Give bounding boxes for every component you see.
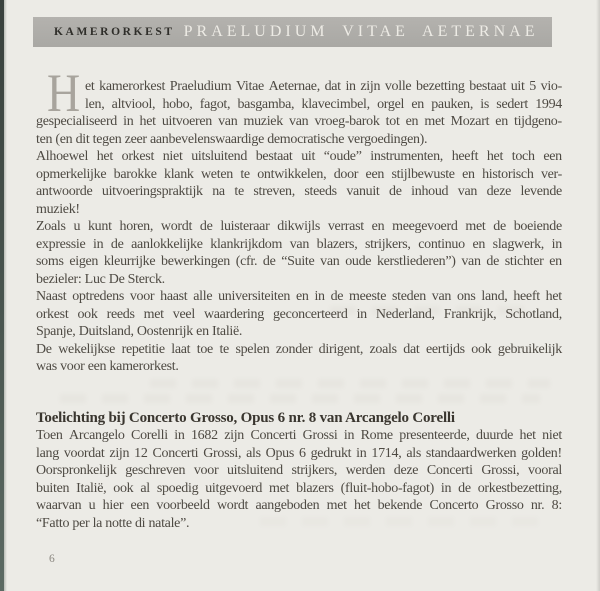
section-heading: Toelichting bij Concerto Grosso, Opus 6 nr. 8 van Arcangelo Corelli (36, 409, 455, 426)
text-line: muziek! (36, 201, 80, 217)
text-line: opmerkelijke barokke klank weten te ontwikkelen, door een stijlbewuste en historisch ver- (36, 166, 562, 182)
text-line: Oorspronkelijk geschreven voor uitsluitend strijkers, werden deze Concerti Grossi, vooral (36, 463, 562, 478)
text-line: Naast optredens voor haast alle universiteiten en in de meeste steden van ons land, heeft het (36, 289, 562, 304)
text-line: et kamerorkest Praeludium Vitae Aeternae, dat in zijn volle bezetting bestaat uit 5 vio- (85, 79, 562, 94)
scan-left-edge-shadow (4, 0, 7, 591)
text-line: gespecialiseerd in het uitvoeren van muziek van vroeg-barok tot en met Mozart en tijdgeno- (36, 114, 562, 129)
text-line: Alhoewel het orkest niet uitsluitend bestaat uit “oude” instrumenten, heeft het toch een (36, 149, 562, 164)
page-number: 6 (49, 553, 55, 565)
orchestra-name-title: PRAELUDIUM VITAE AETERNAE (183, 23, 539, 40)
text-line: orkest ook reeds met veel waardering geconcerteerd in Nederland, Frankrijk, Schotland, (36, 306, 562, 322)
text-line: De wekelijkse repetitie laat toe te spelen zonder dirigent, zoals dat eertijds ook gebruikelijk (36, 341, 562, 357)
text-line: Toen Arcangelo Corelli in 1682 zijn Concerti Grossi in Rome presenteerde, duurde het niet (36, 428, 562, 443)
orchestra-type-label: KAMERORKEST (54, 26, 175, 38)
text-line: expressie in de aanlokkelijke klankrijkdom van blazers, strijkers, continuo en slagwerk, in (36, 236, 562, 252)
text-line: Spanje, Duitsland, Oostenrijk en Italië. (36, 324, 243, 339)
text-line: Zoals u kunt horen, wordt de luisteraar dikwijls verrast en meegevoerd met de boeiende (36, 219, 562, 234)
text-line: len, altviool, hobo, fagot, basgamba, klavecimbel, orgel en pauken, is sedert 1994 (85, 96, 562, 112)
dropcap-letter: H (47, 63, 81, 123)
text-line: soms eigen kleurrijke bewerkingen (cfr. de “Suite van oude kerstliederen”) van de stichter en (36, 254, 562, 269)
scan-right-edge-shadow (596, 0, 600, 591)
text-line: was voor een kamerorkest. (36, 359, 179, 374)
text-line: waarvan u hier een voorbeeld wordt aangeboden met het bekende Concerto Grosso nr. 8: (36, 498, 562, 513)
text-line: “Fatto per la notte di natale”. (36, 515, 190, 531)
page-body-text (36, 63, 562, 532)
text-line: ten (en dit tegen zeer aanbevelenswaardige democratische vergoedingen). (36, 131, 428, 147)
text-line: buiten Italië, ook al spoedig uitgevoerd met blazers (fluit-hobo-fagot) in de orkestbezetting, (36, 480, 562, 496)
text-line: lang voordat zijn 12 Concerti Grossi, als Opus 6 gedrukt in 1714, als standaardwerken golden! (36, 445, 562, 461)
text-line: antwoorde uitvoeringspraktijk na te streven, steeds vanuit de inhoud van deze levende (36, 184, 562, 199)
header-bar (33, 17, 552, 47)
text-line: bezieler: Luc De Sterck. (36, 271, 165, 287)
